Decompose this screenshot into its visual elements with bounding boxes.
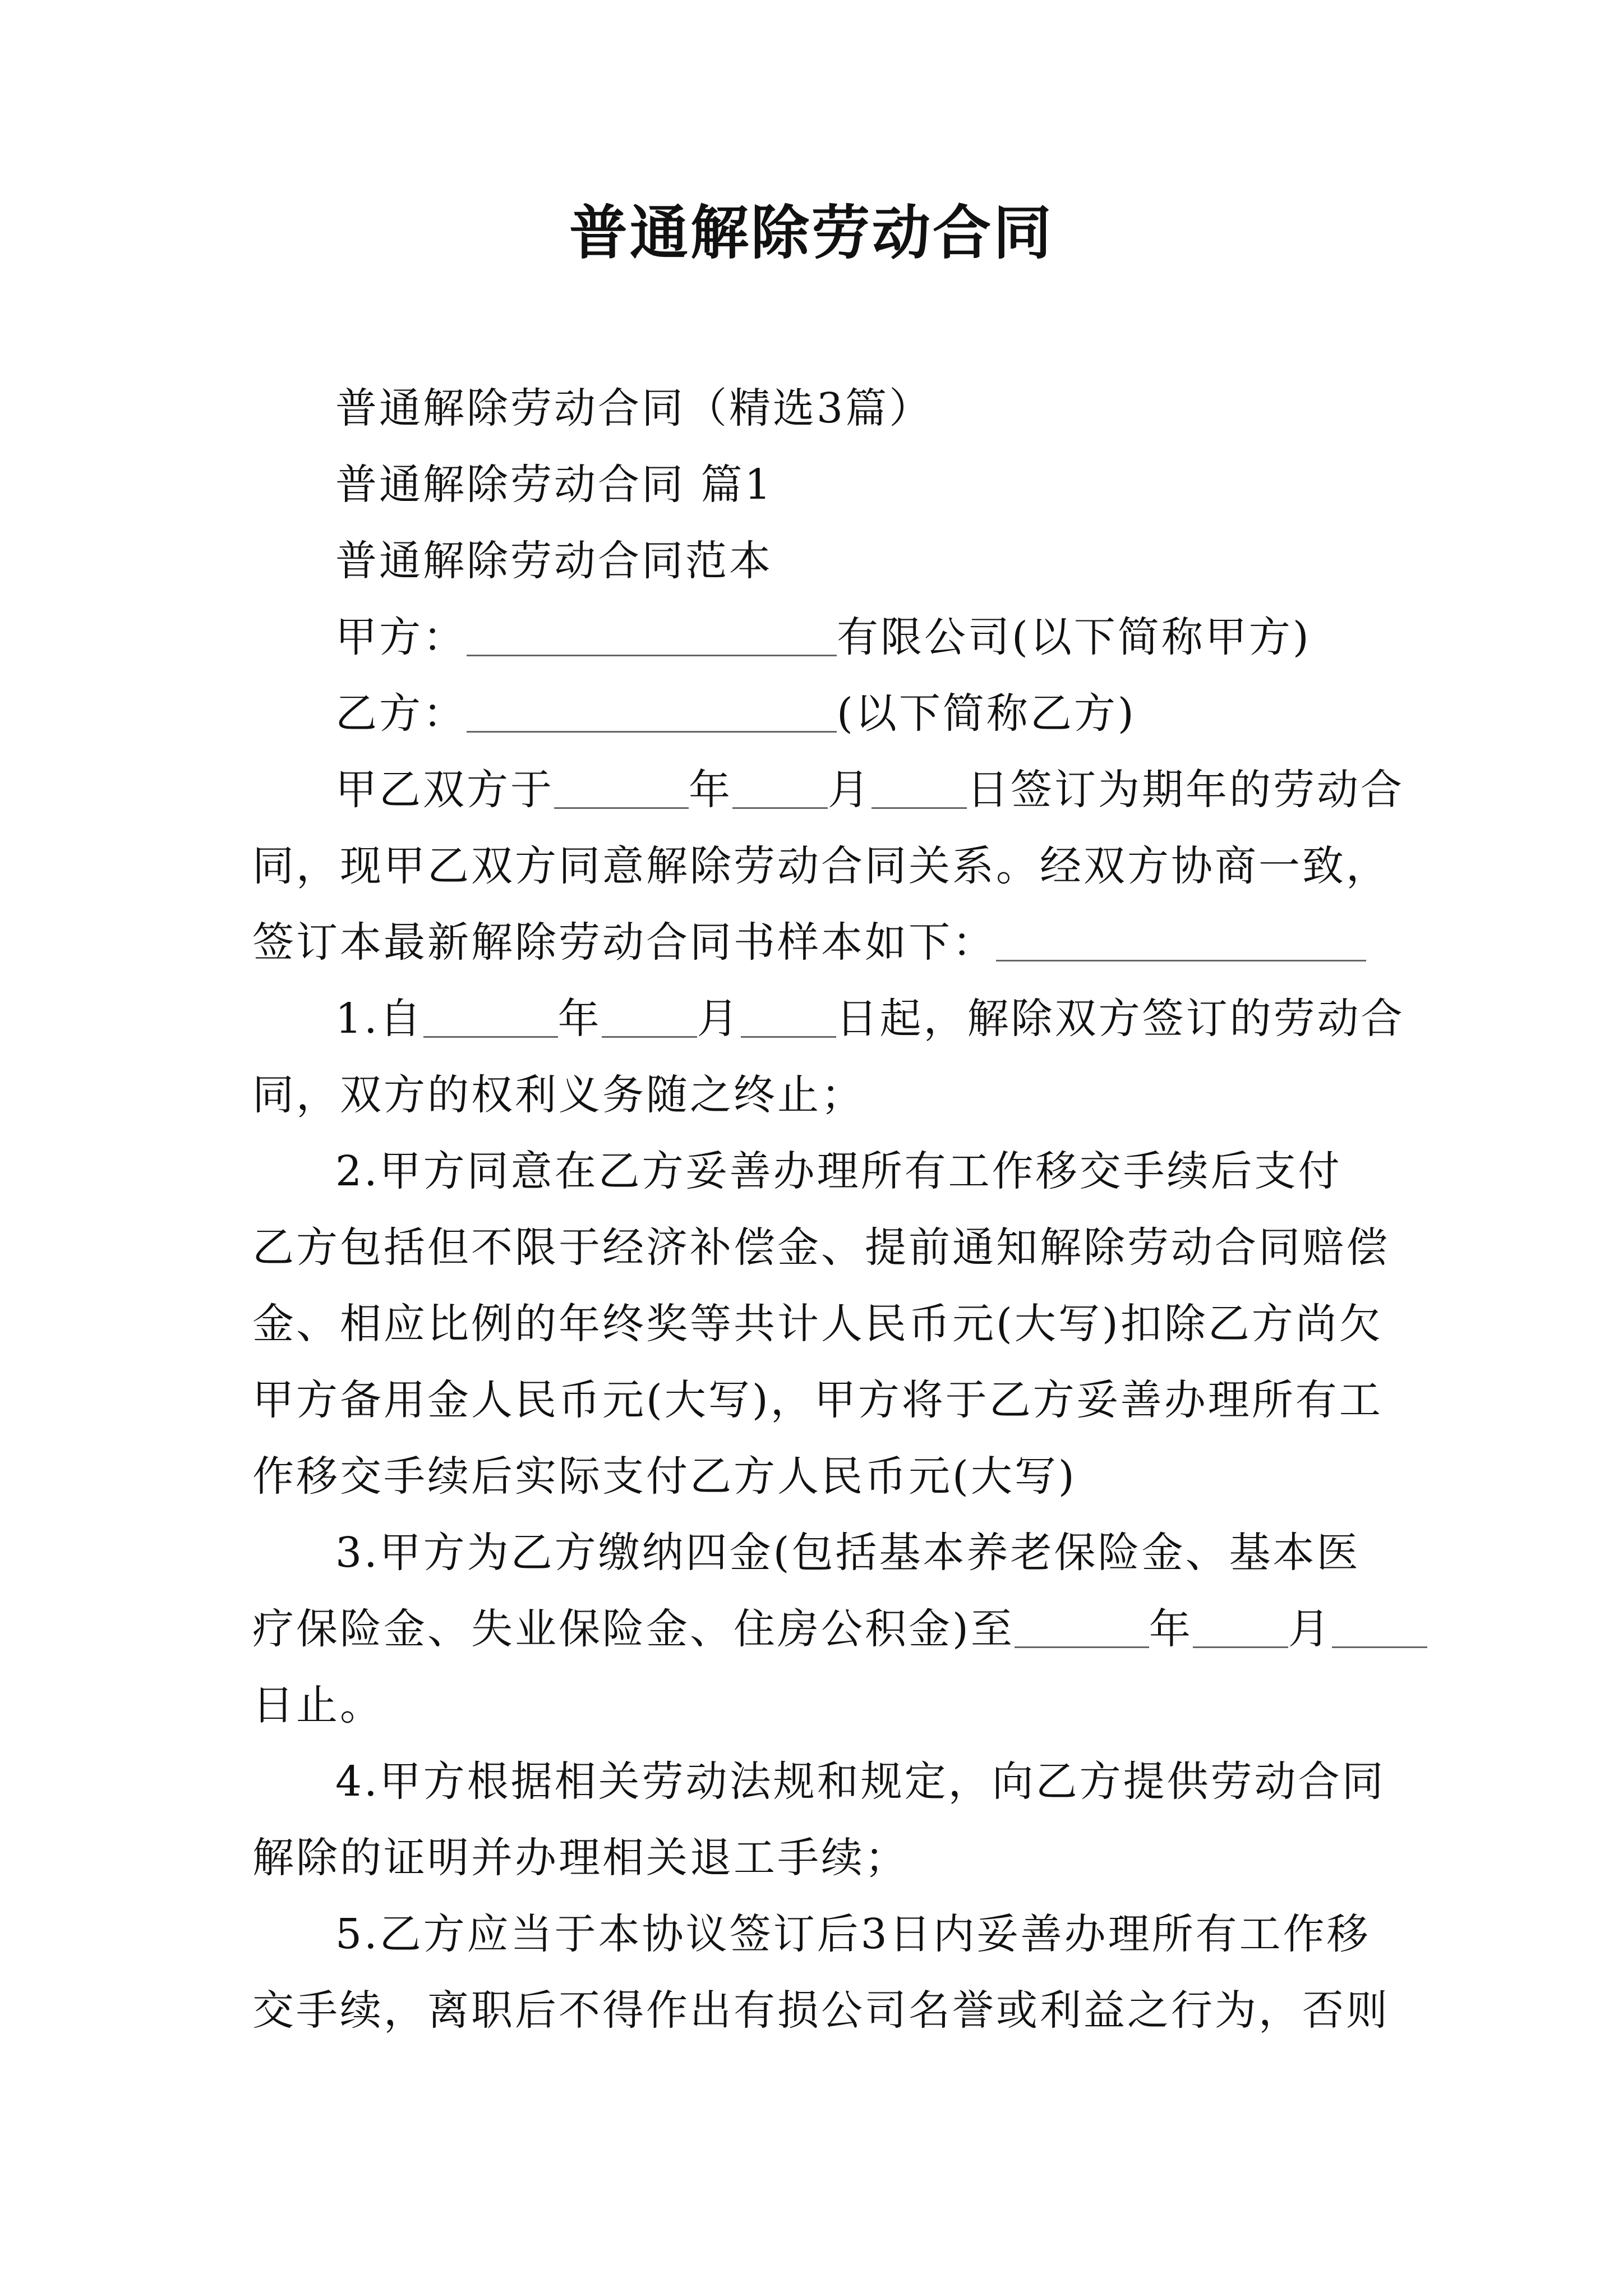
clause-3-year-blank [1015,1608,1149,1648]
clause-3-line-1: 3.甲方为乙方缴纳四金(包括基本养老保险金、基本医 [335,1529,1361,1577]
clause-2-line-3: 金、相应比例的年终奖等共计人民币元(大写)扣除乙方尚欠 [252,1300,1383,1348]
party-a-blank [467,616,837,656]
document-title: 普通解除劳动合同 [569,198,1054,267]
clause-1-line-2: 同，双方的权利义务随之终止； [252,1071,865,1119]
month-blank [732,769,828,809]
clause-1-day-blank [741,998,836,1038]
party-a-line [252,599,1380,675]
clause-1-line-1 [252,981,1405,1057]
party-b-label: 乙方： [335,689,467,738]
intro-text-b: 日签订为期年的劳动合 [967,766,1404,814]
clause-2-line-5: 作移交手续后实际支付乙方人民币元(大写) [252,1452,1077,1501]
clause-3-month-blank [1193,1608,1288,1648]
clause-1-text-b: 日起，解除双方签订的劳动合 [836,995,1405,1043]
clause-2-line-1: 2.甲方同意在乙方妥善办理所有工作移交手续后支付 [335,1147,1342,1195]
clause-3-text-a: 疗保险金、失业保险金、住房公积金)至 [252,1605,1015,1653]
month-label: 月 [828,766,872,814]
clause-3-month: 月 [1288,1605,1332,1653]
year-blank [554,769,689,809]
intro-line-1 [252,752,1404,828]
party-a-suffix: 有限公司(以下简称甲方) [837,613,1311,661]
clause-3-line-2 [252,1591,1380,1667]
clause-5-line-1: 5.乙方应当于本协议签订后3日内妥善办理所有工作移 [335,1910,1371,1958]
clause-2-line-2: 乙方包括但不限于经济补偿金、提前通知解除劳动合同赔偿 [252,1223,1390,1272]
clause-1-month-blank [602,998,697,1038]
subtitle-line: 普通解除劳动合同（精选3篇） [335,384,933,432]
clause-1-year-blank [423,998,558,1038]
template-heading: 普通解除劳动合同范本 [335,537,773,585]
clause-5-line-2: 交手续，离职后不得作出有损公司名誉或利益之行为，否则 [252,1986,1390,2035]
clause-3-year: 年 [1149,1605,1193,1653]
party-b-suffix: (以下简称乙方) [837,689,1136,738]
document-body [252,370,1405,2049]
intro-line-3 [252,904,1380,981]
clause-1-month: 月 [697,995,741,1043]
party-b-blank [467,693,837,733]
section-heading: 普通解除劳动合同 篇1 [335,461,773,509]
intro-blank [996,922,1366,961]
clause-2-line-4: 甲方备用金人民币元(大写)，甲方将于乙方妥善办理所有工 [252,1376,1383,1424]
party-a-label: 甲方： [335,613,467,661]
intro-line-2: 同，现甲乙双方同意解除劳动合同关系。经双方协商一致， [252,842,1390,890]
intro-text-a: 甲乙双方于 [335,766,554,814]
clause-3-line-3: 日止。 [252,1681,384,1729]
year-label: 年 [689,766,732,814]
party-b-line [252,675,1380,752]
day-blank [872,769,967,809]
clause-4-line-2: 解除的证明并办理相关退工手续； [252,1834,909,1882]
clause-1-year: 年 [557,995,602,1043]
clause-1-text-a: 1.自 [335,995,423,1043]
intro-text-c: 签订本最新解除劳动合同书样本如下： [252,918,996,967]
clause-3-day-blank [1332,1608,1427,1648]
clause-4-line-1: 4.甲方根据相关劳动法规和规定，向乙方提供劳动合同 [335,1757,1386,1806]
